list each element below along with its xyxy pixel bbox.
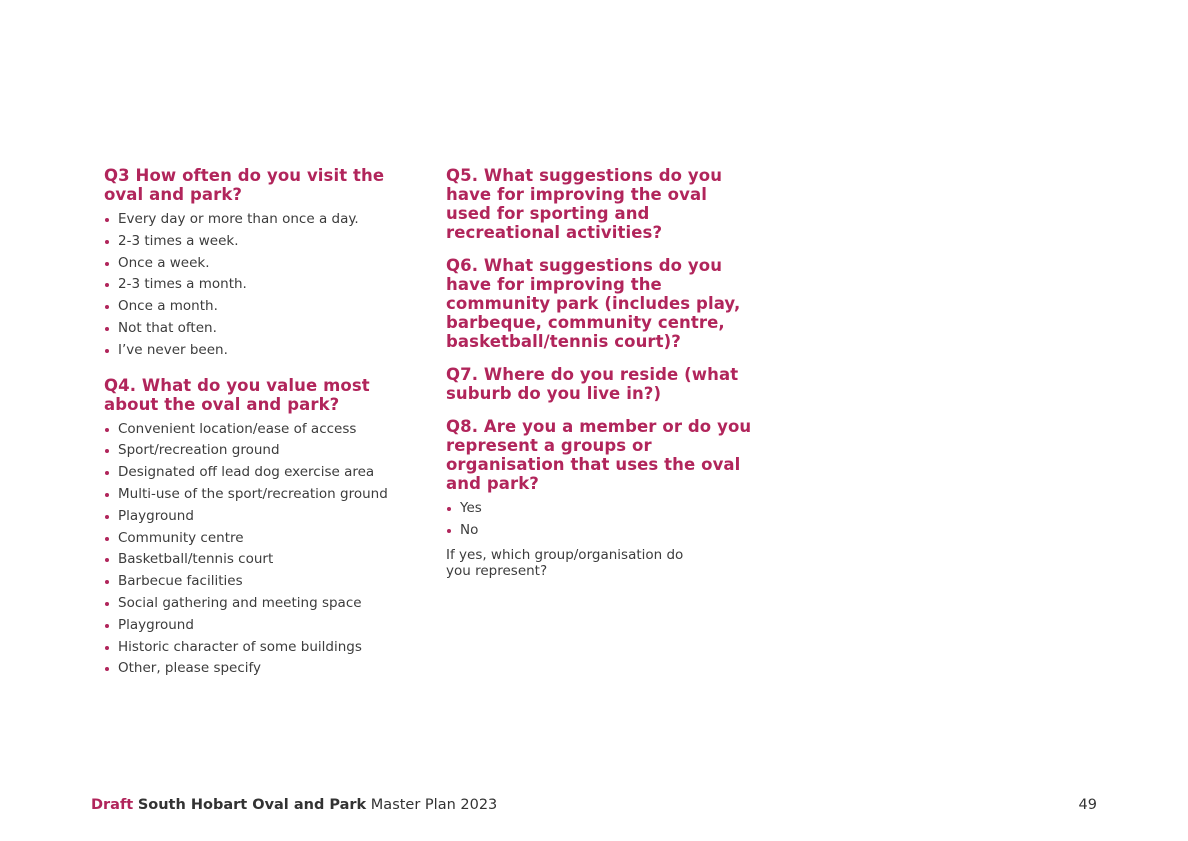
q6-heading: Q6. What suggestions do you have for improving the community park (includes play, barbeque, community centre, basketball/tennis court)? xyxy=(446,256,741,351)
q3-option: Not that often. xyxy=(104,318,414,340)
q4-option: Playground xyxy=(104,615,414,637)
footer-subtitle: Master Plan 2023 xyxy=(370,797,498,813)
q8-followup: If yes, which group/organisation do you represent? xyxy=(446,546,684,579)
q3-option: I’ve never been. xyxy=(104,340,414,362)
q7-heading: Q7. Where do you reside (what suburb do you live in?) xyxy=(446,365,739,403)
q4-options xyxy=(104,419,414,681)
footer-title: South Hobart Oval and Park xyxy=(137,797,367,813)
right-column xyxy=(446,166,756,579)
q3-options xyxy=(104,209,414,362)
q3-option: Once a week. xyxy=(104,253,414,275)
q4-option: Sport/recreation ground xyxy=(104,440,414,462)
q4-option: Playground xyxy=(104,506,414,528)
q4-option: Other, please specify xyxy=(104,658,414,680)
left-column xyxy=(104,166,414,680)
q4-heading: Q4. What do you value most about the oval and park? xyxy=(104,375,370,414)
footer-draft-label: Draft xyxy=(91,797,134,813)
q5-heading: Q5. What suggestions do you have for improving the oval used for sporting and recreational activities? xyxy=(446,166,723,242)
q3-option: 2-3 times a week. xyxy=(104,231,414,253)
footer xyxy=(91,797,497,813)
q8-option-no: No xyxy=(446,520,756,542)
q3-option: 2-3 times a month. xyxy=(104,274,414,296)
q4-option: Barbecue facilities xyxy=(104,571,414,593)
q4-option: Convenient location/ease of access xyxy=(104,419,414,441)
q3-heading: Q3 How often do you visit the oval and park? xyxy=(104,166,385,204)
q8-option-yes: Yes xyxy=(446,498,756,520)
q3-option: Once a month. xyxy=(104,296,414,318)
q4-option: Designated off lead dog exercise area xyxy=(104,462,414,484)
q4-option: Social gathering and meeting space xyxy=(104,593,414,615)
q8-heading: Q8. Are you a member or do you represent a groups or organisation that uses the oval and park? xyxy=(446,417,752,493)
q4-option: Basketball/tennis court xyxy=(104,549,414,571)
q4-option: Historic character of some buildings xyxy=(104,637,414,659)
q3-option: Every day or more than once a day. xyxy=(104,209,414,231)
q4-option: Multi-use of the sport/recreation ground xyxy=(104,484,414,506)
q4-option: Community centre xyxy=(104,528,414,550)
q8-options xyxy=(446,498,756,542)
page-number: 49 xyxy=(1078,797,1097,813)
